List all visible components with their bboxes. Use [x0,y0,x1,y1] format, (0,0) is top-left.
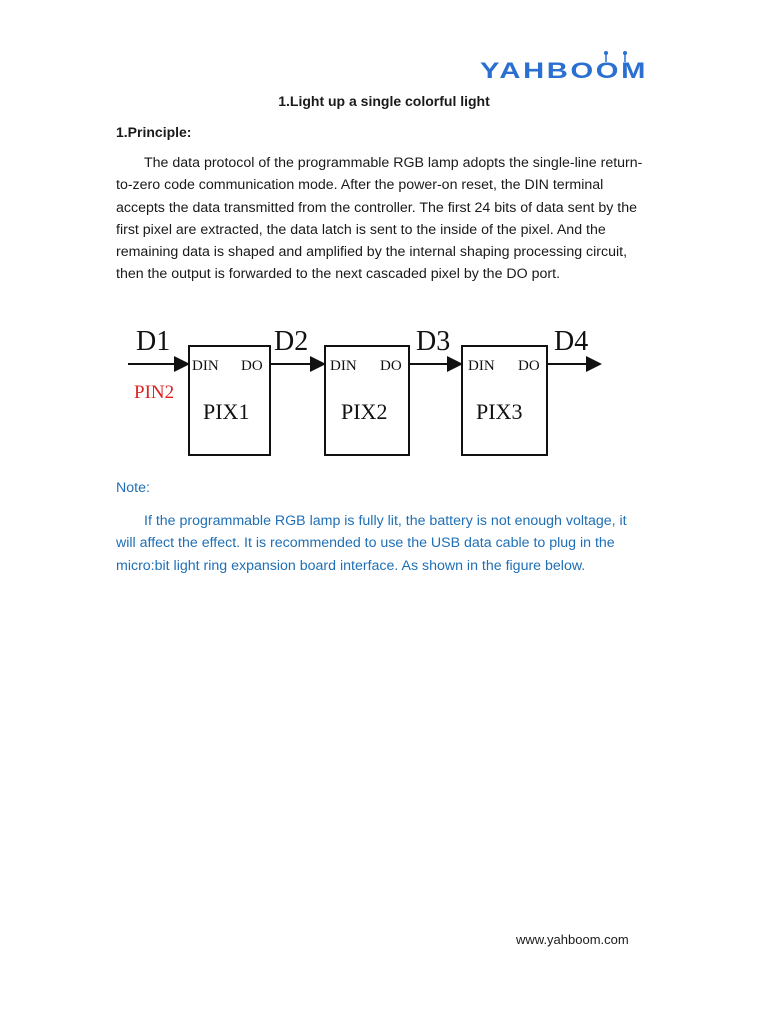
pix1-do-label: DO [241,358,263,374]
rgb-cascade-diagram [128,320,608,464]
principle-paragraph [116,152,646,286]
pix2-do-label: DO [380,358,402,374]
principle-text: The data protocol of the programmable RGB lamp adopts the single-line return-to-zero code communication mode. After the power-on reset, the DIN terminal accepts the data transmitted from the controller. The first 24 bits of data sent by the first pixel are extracted, the data latch is sent to the inside of the pixel. And the remaining data is shaped and amplified by the internal shaping processing circuit, then the output is forwarded to the next cascaded pixel by the DO port. [116,155,643,283]
pix2-name: PIX2 [341,399,388,424]
signal-label-d2: D2 [274,326,309,357]
logo-wordmark: YAHBOOM [480,58,648,83]
pix3-din-label: DIN [468,358,495,374]
pix1-din-label: DIN [192,358,219,374]
signal-label-d1: D1 [136,326,171,357]
pix1-name: PIX1 [203,399,250,424]
yahboom-logo [480,50,650,86]
pix3-name: PIX3 [476,399,523,424]
signal-label-d3: D3 [416,326,451,357]
footer-website[interactable]: www.yahboom.com [516,932,629,947]
section-heading-principle: 1.Principle: [116,124,192,140]
signal-label-d4: D4 [554,326,589,357]
input-pin-label: PIN2 [134,382,175,403]
note-text: If the programmable RGB lamp is fully lit, the battery is not enough voltage, it will affect the effect. It is recommended to use the USB data cable to plug in the micro:bit light ring expansion board interface. As shown in the figure below. [116,513,627,574]
note-paragraph [116,510,646,577]
pix2-din-label: DIN [330,358,357,374]
pix3-do-label: DO [518,358,540,374]
document-title: 1.Light up a single colorful light [278,93,490,109]
note-label: Note: [116,480,150,496]
